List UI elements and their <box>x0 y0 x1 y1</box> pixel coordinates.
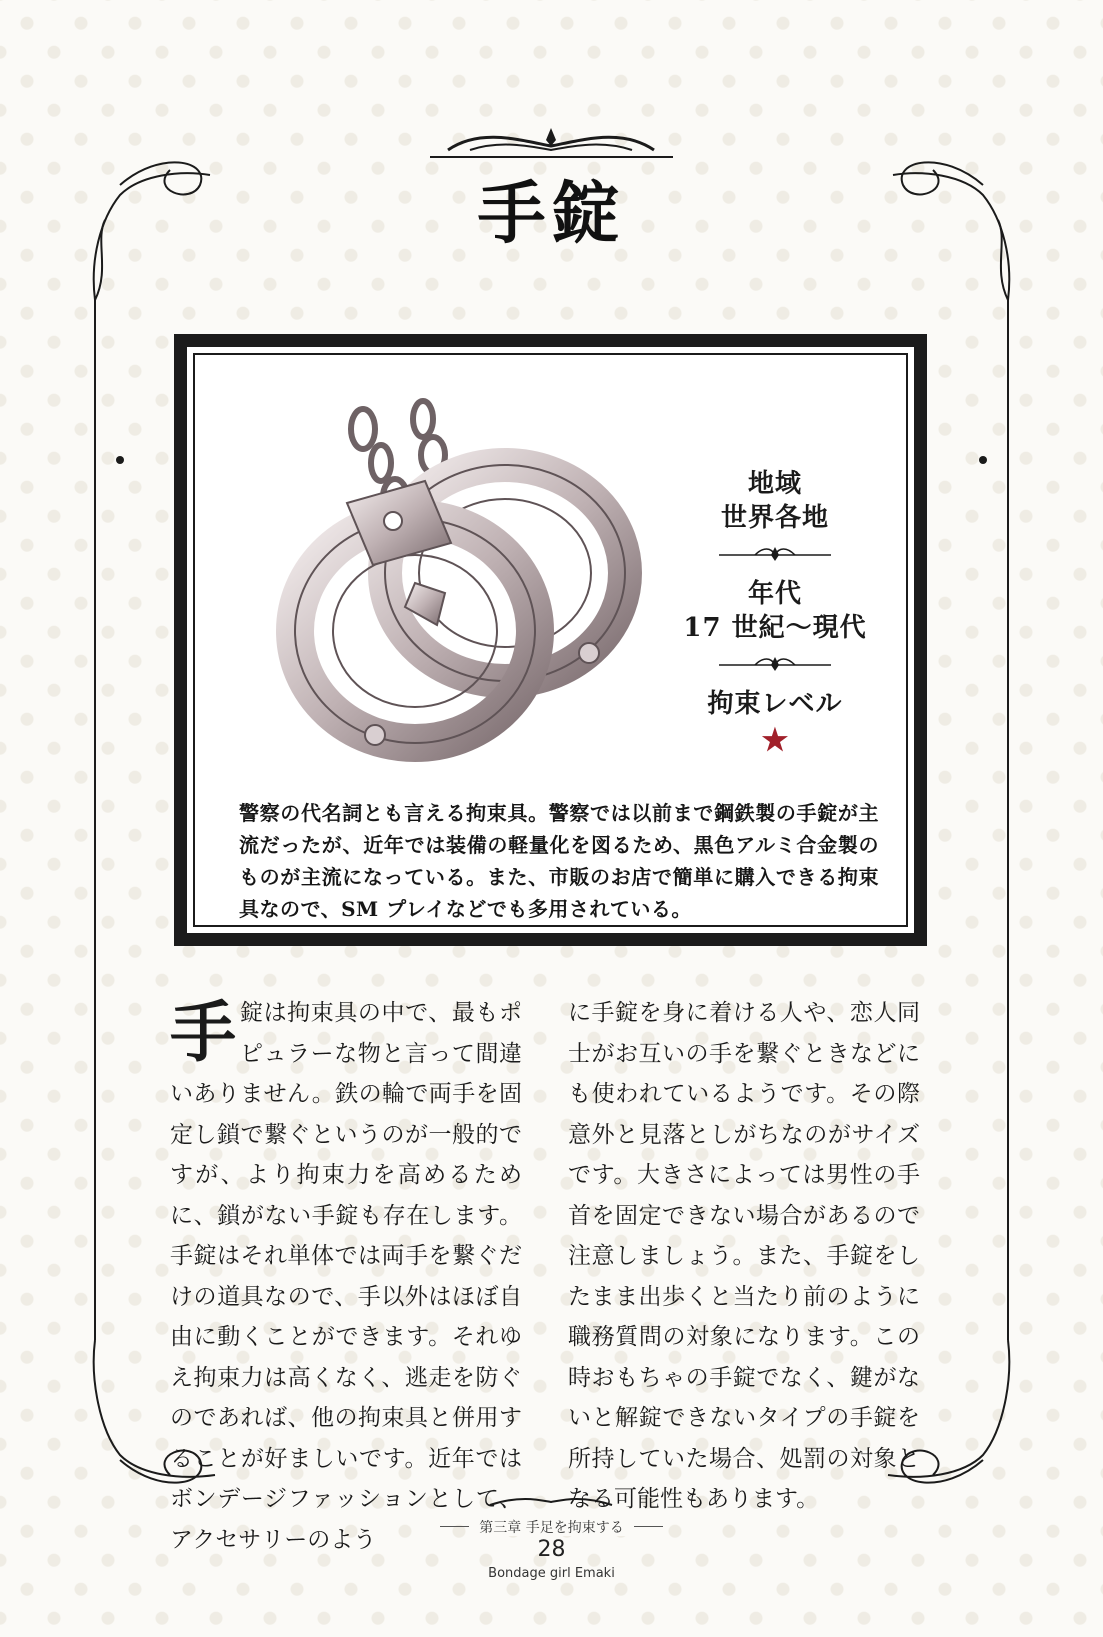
body-text-right: に手錠を身に着ける人や、恋人同士がお互いの手を繋ぐときなどにも使われているようです。その際意外と見落としがちなのがサイズです。大きさによっては男性の手首を固定できない場合があるので注意しましょう。また、手錠をしたまま出歩くと当たり前のように職務質問の対象になります。この時おもちゃの手錠でなく、鍵がないと解錠できないタイプの手錠を所持していた場合、処罰の対象となる可能性もあります。 <box>568 1000 920 1512</box>
region-value: 世界各地 <box>720 503 829 533</box>
divider-ornament <box>715 543 835 567</box>
book-name: Bondage girl Emaki <box>488 1566 615 1581</box>
page-number: 28 <box>537 1537 566 1562</box>
info-panel <box>655 467 895 759</box>
restraint-level-label: 拘束レベル <box>707 689 843 719</box>
illustration-caption: 警察の代名詞とも言える拘束具。警察では以前まで鋼鉄製の手錠が主流だったが、近年では装備の軽量化を図るため、黒色アルミ合金製のものが主流になっている。また、市販のお店で簡単に購入できる拘束具なので、SM プレイなどでも多用されている。 <box>239 801 879 921</box>
region-label: 地域 <box>747 469 802 499</box>
handcuffs-illustration <box>255 393 655 773</box>
footer-chapter <box>0 1517 1103 1537</box>
body-text-left: 錠は拘束具の中で、最もポピュラーな物と言って間違いありません。鉄の輪で両手を固定し鎖で繋ぐというのが一般的ですが、より拘束力を高めるために、鎖がない手錠も存在します。手錠はそれ単体では両手を繋ぐだけの道具なので、手以外はほぼ自由に動くことができます。それゆえ拘束力は高くなく、逃走を防ぐのであれば、他の拘束具と併用することが好ましいです。近年ではボンデージファッションとして、アクセサリーのよう <box>170 1000 522 1553</box>
star-icon: ★ <box>761 723 789 758</box>
chapter-title: 第三章 手足を拘束する <box>469 1520 633 1536</box>
body-column-right <box>568 993 920 1520</box>
divider-ornament <box>715 653 835 677</box>
era-value: 17 世紀～現代 <box>683 613 867 643</box>
illustration-box <box>174 334 927 946</box>
page-title: 手錠 <box>477 174 626 254</box>
era-label: 年代 <box>747 579 802 609</box>
body-column-left <box>170 993 522 1560</box>
illustration-inner-frame <box>193 353 908 927</box>
drop-cap: 手 <box>170 993 236 1071</box>
